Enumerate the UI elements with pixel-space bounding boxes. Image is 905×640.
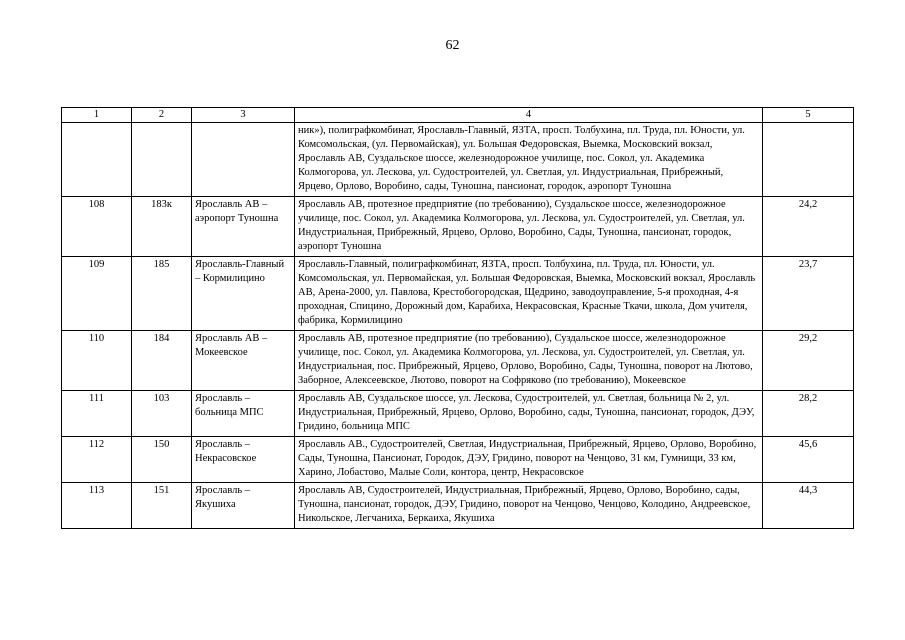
cell-distance: 23,7 xyxy=(763,257,854,331)
header-col-2: 2 xyxy=(132,108,192,123)
cell-route: 151 xyxy=(132,483,192,529)
cell-name: Ярославль АВ – аэропорт Туношна xyxy=(192,197,295,257)
cell-route: 183к xyxy=(132,197,192,257)
cell-distance: 28,2 xyxy=(763,391,854,437)
cell-num: 109 xyxy=(62,257,132,331)
cell-stops: Ярославль АВ., Судостроителей, Светлая, Индустриальная, Прибрежный, Ярцево, Орлово, Воробино, Сады, Туношна, Пансионат, Городок, ДЭУ, Гридино, поворот на Ченцово, 31 км, Гумнищи, 33 км, Харино, Лобастово, Малые Соли, контора, центр, Некрасовское xyxy=(295,437,763,483)
cell-stops: Ярославль АВ, Судостроителей, Индустриальная, Прибрежный, Ярцево, Орлово, Воробино, сады, Туношна, пансионат, городок, ДЭУ, Гридино, поворот на Ченцово, Ченцово, Колодино, Андреевское, Никольское, Легчаниха, Беркаиха, Якушиха xyxy=(295,483,763,529)
table-row xyxy=(62,257,854,331)
cell-stops: Ярославль АВ, протезное предприятие (по требованию), Суздальское шоссе, железнодорожное училище, пос. Сокол, ул. Академика Колмогорова, ул. Лескова, ул. Судостроителей, ул. Светлая, ул. Индустриальная, пос. Прибрежный, Ярцево, Орлово, Воробино, Сады, Туношна, поворот на Лютово, Заборное, Алексеевское, Лютово, поворот на Софряково (по требованию), Мокеевское xyxy=(295,331,763,391)
cell-name: Ярославль АВ – Мокеевское xyxy=(192,331,295,391)
header-col-1: 1 xyxy=(62,108,132,123)
header-col-3: 3 xyxy=(192,108,295,123)
cell-stops: ник»), полиграфкомбинат, Ярославль-Главный, ЯЗТА, просп. Толбухина, пл. Труда, пл. Юности, ул. Комсомольская, (ул. Первомайская), ул. Большая Федоровская, Выемка, Московский вокзал, Ярославль АВ, Суздальское шоссе, железнодорожное училище, пос. Сокол, ул. Академика Колмогорова, ул. Лескова, ул. Судостроителей, ул. Светлая, ул. Индустриальная, Прибрежный, Ярцево, Орлово, Воробино, сады, Туношна, пансионат, городок, аэропорт Туношна xyxy=(295,123,763,197)
cell-route: 103 xyxy=(132,391,192,437)
cell-stops: Ярославль АВ, протезное предприятие (по требованию), Суздальское шоссе, железнодорожное училище, пос. Сокол, ул. Академика Колмогорова, ул. Лескова, ул. Судостроителей, ул. Светлая, ул. Индустриальная, Прибрежный, Ярцево, Орлово, Воробино, Сады, Туношна, пансионат, городок, аэропорт Туношна xyxy=(295,197,763,257)
cell-route xyxy=(132,123,192,197)
table-row xyxy=(62,197,854,257)
page-number: 62 xyxy=(445,38,460,53)
cell-num: 113 xyxy=(62,483,132,529)
table-row xyxy=(62,437,854,483)
cell-name: Ярославль – Якушиха xyxy=(192,483,295,529)
table-row xyxy=(62,331,854,391)
cell-name xyxy=(192,123,295,197)
table-row xyxy=(62,483,854,529)
cell-route: 184 xyxy=(132,331,192,391)
cell-stops: Ярославль-Главный, полиграфкомбинат, ЯЗТА, просп. Толбухина, пл. Труда, пл. Юности, ул. Комсомольская, ул. Первомайская, ул. Большая Федоровская, Выемка, Московский вокзал, Ярославль АВ, Арена-2000, ул. Павлова, Крестобогородская, Щедрино, заводоуправление, 5-я проходная, 4-я проходная, Спицино, Дорожный дом, Карабиха, Некрасовская, Красные Ткачи, школа, Дом учителя, фабрика, Кормилицино xyxy=(295,257,763,331)
cell-name: Ярославль – больница МПС xyxy=(192,391,295,437)
cell-distance: 44,3 xyxy=(763,483,854,529)
cell-num: 111 xyxy=(62,391,132,437)
cell-num xyxy=(62,123,132,197)
cell-distance xyxy=(763,123,854,197)
header-col-5: 5 xyxy=(763,108,854,123)
cell-route: 150 xyxy=(132,437,192,483)
header-col-4: 4 xyxy=(295,108,763,123)
cell-route: 185 xyxy=(132,257,192,331)
cell-distance: 45,6 xyxy=(763,437,854,483)
cell-distance: 29,2 xyxy=(763,331,854,391)
cell-name: Ярославль-Главный – Кормилицино xyxy=(192,257,295,331)
cell-name: Ярославль – Некрасовское xyxy=(192,437,295,483)
cell-num: 112 xyxy=(62,437,132,483)
table-row xyxy=(62,391,854,437)
header-row xyxy=(62,108,854,123)
cell-num: 110 xyxy=(62,331,132,391)
cell-distance: 24,2 xyxy=(763,197,854,257)
route-table xyxy=(61,107,854,529)
cell-num: 108 xyxy=(62,197,132,257)
table-row-continuation xyxy=(62,123,854,197)
cell-stops: Ярославль АВ, Суздальское шоссе, ул. Лескова, Судостроителей, ул. Светлая, больница № 2, ул. Индустриальная, Прибрежный, Ярцево, Орлово, Воробино, сады, Туношна, пансионат, городок, ДЭУ, Гридино, больница МПС xyxy=(295,391,763,437)
